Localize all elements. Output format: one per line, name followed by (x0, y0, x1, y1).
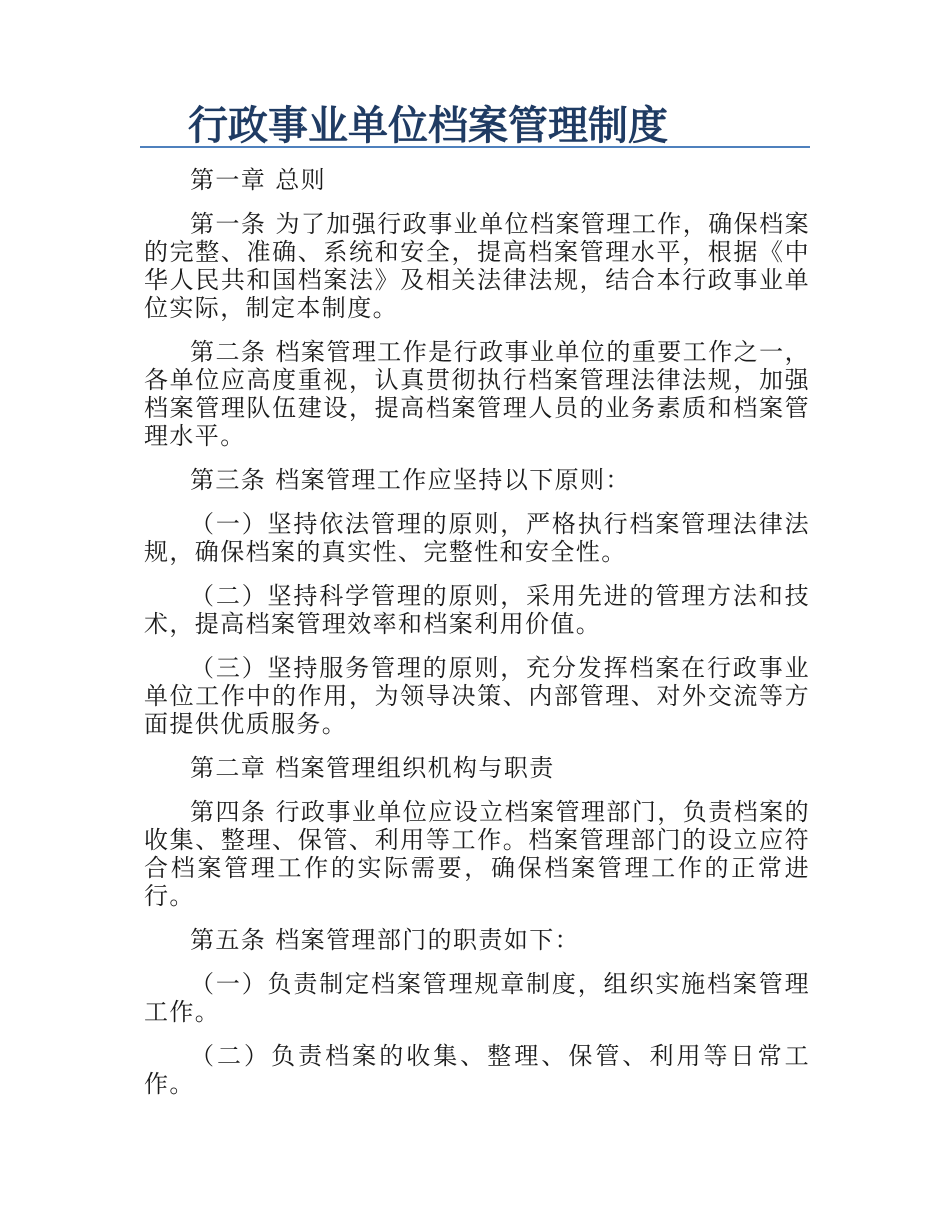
list-item-paragraph: （二）坚持科学管理的原则，采用先进的管理方法和技术，提高档案管理效率和档案利用价值。 (144, 582, 810, 638)
document-body (144, 166, 810, 1114)
chapter-heading: 第二章 档案管理组织机构与职责 (190, 754, 555, 782)
list-item-paragraph: （一）坚持依法管理的原则，严格执行档案管理法律法规，确保档案的真实性、完整性和安全性。 (144, 510, 810, 566)
article-paragraph: 第一条 为了加强行政事业单位档案管理工作，确保档案的完整、准确、系统和安全，提高档案管理水平，根据《中华人民共和国档案法》及相关法律法规，结合本行政事业单位实际，制定本制度。 (144, 210, 810, 322)
list-item-paragraph: （二）负责档案的收集、整理、保管、利用等日常工作。 (144, 1042, 810, 1098)
document-title: 行政事业单位档案管理制度 (188, 103, 668, 149)
article-paragraph: 第四条 行政事业单位应设立档案管理部门，负责档案的收集、整理、保管、利用等工作。档案管理部门的设立应符合档案管理工作的实际需要，确保档案管理工作的正常进行。 (144, 798, 810, 910)
article-paragraph: 第二条 档案管理工作是行政事业单位的重要工作之一，各单位应高度重视，认真贯彻执行档案管理法律法规，加强档案管理队伍建设，提高档案管理人员的业务素质和档案管理水平。 (144, 338, 810, 450)
article-paragraph: 第三条 档案管理工作应坚持以下原则： (190, 466, 631, 494)
chapter-heading: 第一章 总则 (190, 166, 327, 194)
list-item-paragraph: （一）负责制定档案管理规章制度，组织实施档案管理工作。 (144, 970, 810, 1026)
article-paragraph: 第五条 档案管理部门的职责如下： (190, 926, 581, 954)
list-item-paragraph: （三）坚持服务管理的原则，充分发挥档案在行政事业单位工作中的作用，为领导决策、内部管理、对外交流等方面提供优质服务。 (144, 654, 810, 738)
title-underline (140, 146, 810, 148)
